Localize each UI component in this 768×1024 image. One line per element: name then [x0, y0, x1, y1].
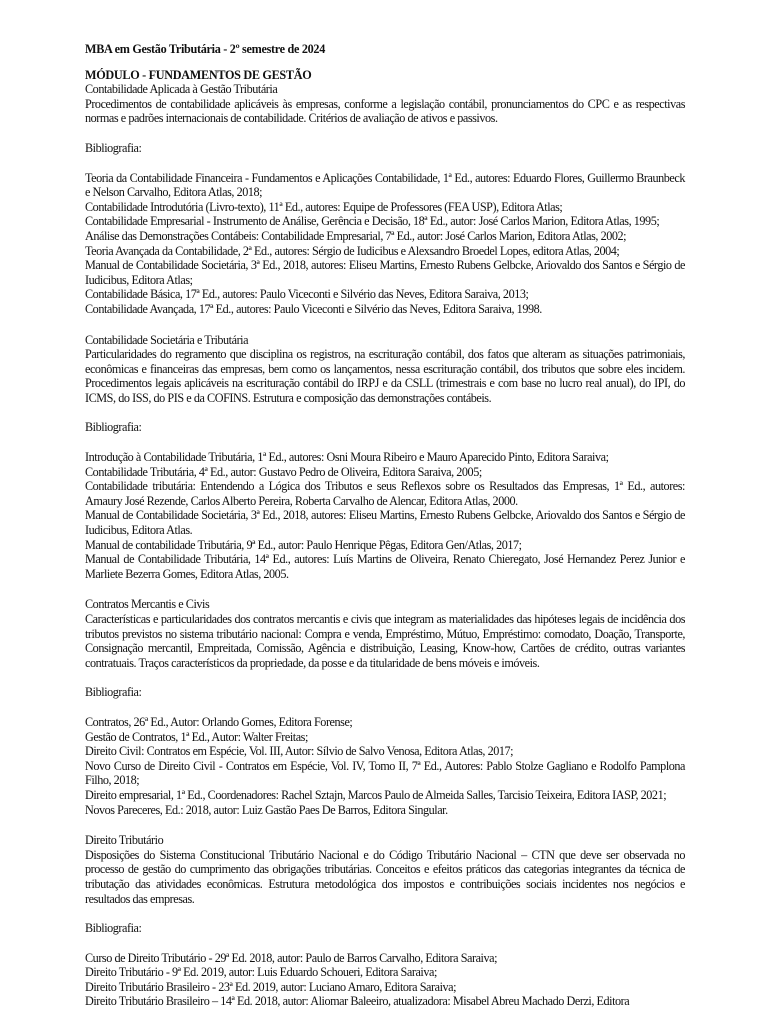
bibliography-list: [85, 951, 685, 1009]
bibliography-entry: Manual de Contabilidade Societária, 3ª Ed., 2018, autores: Eliseu Martins, Ernesto Rubens Gelbcke, Ariovaldo dos Santos e Sérgio de Iudicibus, Editora Atlas;: [85, 258, 685, 287]
section-name: Contratos Mercantis e Civis: [85, 597, 210, 612]
course-section: [85, 82, 685, 316]
bibliography-entry: Contabilidade Empresarial - Instrumento de Análise, Gerência e Decisão, 18ª Ed., autor: José Carlos Marion, Editora Atlas, 1995;: [85, 214, 660, 229]
bibliography-entry: Manual de Contabilidade Tributária, 14ª Ed., autores: Luís Martins de Oliveira, Renato Chieregato, José Hernandez Perez Junior e Marliete Bezerra Gomes, Editora Atlas, 2005.: [85, 552, 685, 581]
bibliography-entry: Contabilidade Tributária, 4ª Ed., autor: Gustavo Pedro de Oliveira, Editora Saraiva, 2005;: [85, 464, 482, 479]
bibliography-entry: Introdução à Contabilidade Tributária, 1ª Ed., autores: Osni Moura Ribeiro e Mauro Aparecido Pinto, Editora Saraiva;: [85, 450, 609, 465]
section-description: Disposições do Sistema Constitucional Tributário Nacional e do Código Tributário Nacional – CTN que deve ser observada no processo de gestão do cumprimento das obrigações tributárias. Conceitos e efeitos práticos das categorias integrantes da técnica de tributação das atividades econômicas. Estrutura metodológica dos impostos e contribuições sociais incidentes nos negócios e resultados das empresas.: [85, 847, 685, 906]
sections-container: [85, 82, 685, 1009]
bibliography-label: Bibliografia:: [85, 420, 142, 435]
bibliography-entry: Novos Pareceres, Ed.: 2018, autor: Luiz Gastão Paes De Barros, Editora Singular.: [85, 802, 448, 817]
bibliography-label: Bibliografia:: [85, 140, 142, 155]
bibliography-entry: Teoria Avançada da Contabilidade, 2ª Ed., autores: Sérgio de Iudicibus e Alexsandro Broedel Lopes, editora Atlas, 2004;: [85, 243, 620, 258]
bibliography-label: Bibliografia:: [85, 921, 142, 936]
course-section: [85, 597, 685, 817]
course-section: [85, 333, 685, 582]
bibliography-entry: Análise das Demonstrações Contábeis: Contabilidade Empresarial, 7ª Ed., autor: José Carlos Marion, Editora Atlas, 2002;: [85, 228, 627, 243]
section-description: Procedimentos de contabilidade aplicáveis às empresas, conforme a legislação contábil, pronunciamentos do CPC e as respectivas normas e padrões internacionais de contabilidade. Critérios de avaliação de ativos e passivos.: [85, 96, 685, 126]
section-name: Direito Tributário: [85, 833, 164, 848]
bibliography-list: [85, 171, 685, 317]
bibliography-entry: Contabilidade Avançada, 17ª Ed., autores: Paulo Viceconti e Silvério das Neves, Editora Saraiva, 1998.: [85, 301, 542, 316]
bibliography-entry: Direito empresarial, 1ª Ed., Coordenadores: Rachel Sztajn, Marcos Paulo de Almeida Salles, Tarcisio Teixeira, Editora IASP, 2021;: [85, 787, 667, 802]
bibliography-entry: Direito Tributário - 9ª Ed. 2019, autor: Luis Eduardo Schoueri, Editora Saraiva;: [85, 965, 437, 980]
bibliography-entry: Direito Tributário Brasileiro - 23ª Ed. 2019, autor: Luciano Amaro, Editora Saraiva;: [85, 979, 457, 994]
bibliography-entry: Contratos, 26ª Ed., Autor: Orlando Gomes, Editora Forense;: [85, 714, 353, 729]
bibliography-entry: Contabilidade tributária: Entendendo a Lógica dos Tributos e seus Reflexos sobre os Resultados das Empresas, 1ª Ed., autores: Amaury José Rezende, Carlos Alberto Pereira, Roberta Carvalho de Alencar, Editora Atlas, 2000.: [85, 479, 685, 508]
section-description: Particularidades do regramento que disciplina os registros, na escrituração contábil, dos fatos que alteram as situações patrimoniais, econômicas e financeiras das empresas, bem como os lançamentos, nessa escrituração contábil, dos tributos que sobre eles incidem. Procedimentos legais aplicáveis na escrituração contábil do IRPJ e da CSLL (trimestrais e com base no lucro real anual), do IPI, do ICMS, do ISS, do PIS e da COFINS. Estrutura e composição das demonstrações contábeis.: [85, 347, 685, 405]
module-heading: MÓDULO - FUNDAMENTOS DE GESTÃO: [85, 67, 312, 82]
bibliography-list: [85, 450, 685, 581]
section-name: Contabilidade Aplicada à Gestão Tributária: [85, 82, 278, 97]
bibliography-entry: Gestão de Contratos, 1ª Ed., Autor: Walter Freitas;: [85, 729, 308, 744]
bibliography-entry: Manual de Contabilidade Societária, 3ª Ed., 2018, autores: Eliseu Martins, Ernesto Rubens Gelbcke, Ariovaldo dos Santos e Sérgio de Iudicibus, Editora Atlas.: [85, 508, 685, 538]
bibliography-entry: Teoria da Contabilidade Financeira - Fundamentos e Aplicações Contabilidade, 1ª Ed., autores: Eduardo Flores, Guillermo Braunbeck e Nelson Carvalho, Editora Atlas, 2018;: [85, 170, 685, 200]
course-section: [85, 833, 685, 1009]
document-title: MBA em Gestão Tributária - 2º semestre de 2024: [85, 42, 326, 56]
bibliography-list: [85, 715, 685, 817]
bibliography-entry: Direito Tributário Brasileiro – 14ª Ed. 2018, autor: Aliomar Baleeiro, atualizadora: Misabel Abreu Machado Derzi, Editora: [85, 994, 630, 1009]
bibliography-entry: Contabilidade Introdutória (Livro-texto), 11ª Ed., autores: Equipe de Professores (FEA USP), Editora Atlas;: [85, 199, 563, 214]
bibliography-entry: Novo Curso de Direito Civil - Contratos em Espécie, Vol. IV, Tomo II, 7ª Ed., Autores: Pablo Stolze Gagliano e Rodolfo Pamplona Filho, 2018;: [85, 758, 685, 788]
section-name: Contabilidade Societária e Tributária: [85, 332, 249, 347]
bibliography-label: Bibliografia:: [85, 685, 142, 700]
section-description: Características e particularidades dos contratos mercantis e civis que integram as materialidades das hipóteses legais de incidência dos tributos previstos no sistema tributário nacional: Compra e venda, Empréstimo, Mútuo, Empréstimo: comodato, Doação, Transporte, Consignação mercantil, Empreitada, Comissão, Agência e distribuição, Leasing, Know-how, Cartões de crédito, outras variantes contratuais. Traços característicos da propriedade, da posse e da titularidade de bens móveis e imóveis.: [85, 612, 685, 670]
bibliography-entry: Manual de contabilidade Tributária, 9ª Ed., autor: Paulo Henrique Pêgas, Editora Gen/Atlas, 2017;: [85, 537, 522, 552]
bibliography-entry: Contabilidade Básica, 17ª Ed., autores: Paulo Viceconti e Silvério das Neves, Editora Saraiva, 2013;: [85, 287, 529, 302]
bibliography-entry: Curso de Direito Tributário - 29ª Ed. 2018, autor: Paulo de Barros Carvalho, Editora Saraiva;: [85, 950, 498, 965]
bibliography-entry: Direito Civil: Contratos em Espécie, Vol. III, Autor: Sílvio de Salvo Venosa, Editora Atlas, 2017;: [85, 744, 514, 759]
